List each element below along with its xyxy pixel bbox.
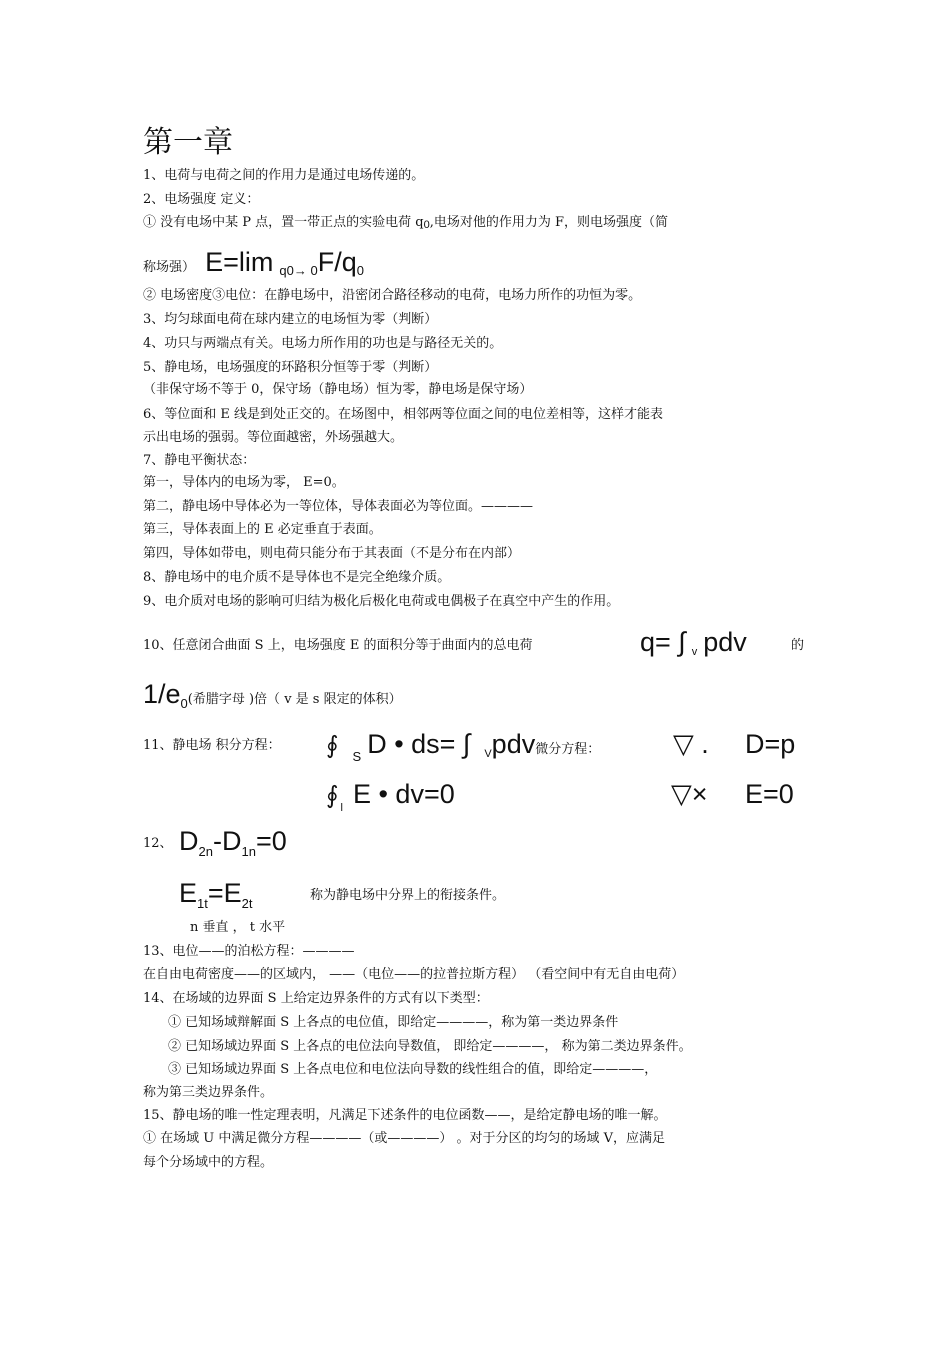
text-line: 5、静电场，电场强度的环路积分恒等于零（判断）: [143, 360, 438, 375]
formula: D: [179, 826, 199, 856]
formula: F/q: [317, 247, 357, 277]
formula: pdv: [491, 729, 536, 759]
formula: ▽ .: [673, 729, 709, 759]
contour-integral-symbol: ∮: [326, 781, 339, 809]
formula-line: [640, 626, 747, 668]
subscript: 0: [180, 696, 188, 711]
text-line: ① 在场域 U 中满足微分方程————（或————） 。对于分区的均匀的场域 V，应满足: [143, 1131, 666, 1146]
text-line: 9、电介质对电场的影响可归结为极化后极化电荷或电偶极子在真空中产生的作用。: [143, 594, 620, 609]
subscript: l: [340, 802, 343, 814]
formula: q= ∫: [640, 627, 686, 657]
text-line: 2、电场强度 定义：: [143, 192, 260, 207]
formula: E: [179, 878, 198, 908]
text-line: 7、静电平衡状态：: [143, 453, 256, 468]
formula-line: [179, 822, 287, 871]
text-part: 微分方程：: [535, 742, 601, 757]
text-line: ③ 已知场域边界面 S 上各点电位和电位法向导数的线性组合的值，即给定————，: [168, 1062, 658, 1077]
text-line: ② 已知场域边界面 S 上各点的电位法向导数值， 即给定————， 称为第二类边界条件。: [168, 1039, 692, 1054]
formula: -D: [212, 826, 242, 856]
subscript: 1n: [241, 844, 256, 859]
text-line: 14、在场域的边界面 S 上给定边界条件的方式有以下类型：: [143, 991, 489, 1006]
text-line: 11、静电场 积分方程：: [143, 738, 281, 753]
formula: 1/e: [143, 679, 181, 709]
subscript: v: [691, 646, 698, 658]
text-line: 1、电荷与电荷之间的作用力是通过电场传递的。: [143, 168, 425, 183]
text-line: 每个分场域中的方程。: [143, 1155, 274, 1170]
formula: =0: [255, 826, 287, 856]
text-line: 6、等位面和 E 线是到处正交的。在场图中，相邻两等位面之间的电位差相等，这样才能表: [143, 407, 664, 422]
subscript: 0: [356, 263, 364, 278]
formula: E=lim: [205, 247, 274, 277]
text-part: ,电场对他的作用力为 F，则电场强度（简: [429, 215, 669, 230]
text-part: (希腊字母 )倍（ v 是 s 限定的体积）: [187, 692, 402, 707]
text-line: 第四，导体如带电，则电荷只能分布于其表面（不是分布在内部）: [143, 546, 521, 561]
text-line: 示出电场的强弱。等位面越密，外场强越大。: [143, 430, 404, 445]
formula: E • dv=0: [352, 779, 455, 809]
subscript: 0: [423, 219, 430, 231]
subscript: S: [352, 749, 362, 764]
text-line: [143, 215, 668, 233]
text-line: 8、静电场中的电介质不是导体也不是完全绝缘介质。: [143, 570, 451, 585]
subscript: 1t: [197, 896, 208, 911]
text-line: 3、均匀球面电荷在球内建立的电场恒为零（判断）: [143, 312, 438, 327]
formula: pdv: [703, 627, 747, 657]
text-line: 12、: [143, 836, 173, 851]
text-line: 称为第三类边界条件。: [143, 1085, 274, 1100]
text-line: 10、任意闭合曲面 S 上，电场强度 E 的面积分等于曲面内的总电荷: [143, 638, 533, 653]
text-line: 第一，导体内的电场为零， E=0。: [143, 475, 345, 490]
text-line: （非保守场不等于 0，保守场（静电场）恒为零，静电场是保守场）: [143, 382, 533, 397]
formula: E=0: [745, 779, 794, 809]
contour-integral-symbol: ∮: [326, 731, 339, 759]
text-line: 称为静电场中分界上的衔接条件。: [310, 888, 506, 903]
text-line: ② 电场密度③电位：在静电场中，沿密闭合路径移动的电荷，电场力所作的功恒为零。: [143, 288, 642, 303]
formula: D • ds= ∫: [367, 729, 471, 759]
formula-line: [179, 874, 252, 923]
text-part: ① 没有电场中某 P 点，置一带正点的实验电荷 q: [143, 215, 424, 230]
formula-line: [326, 726, 600, 775]
text-line: 4、功只与两端点有关。电场力所作用的功也是与路径无关的。: [143, 336, 503, 351]
subscript: q0→ 0: [279, 263, 318, 278]
page-title: 第一章: [143, 125, 233, 160]
text-line: 15、静电场的唯一性定理表明，凡满足下述条件的电位函数——，是给定静电场的唯一解。: [143, 1108, 667, 1123]
text-line: 在自由电荷密度——的区域内， ——（电位——的拉普拉斯方程） （看空间中有无自由电荷）: [143, 967, 685, 982]
formula: ▽×: [671, 779, 708, 809]
formula: =E: [207, 878, 242, 908]
formula-line: [326, 776, 455, 826]
formula-line: [143, 244, 364, 289]
subscript: 2t: [241, 896, 253, 911]
text-line: 的: [791, 638, 805, 653]
formula: D=p: [745, 729, 796, 759]
formula-line: [143, 676, 402, 722]
text-line: n 垂直 ， t 水平: [190, 920, 286, 935]
text-line: 第二，静电场中导体必为一等位体，导体表面必为等位面。————: [143, 499, 534, 514]
text-line: 13、电位——的泊松方程：————: [143, 944, 355, 959]
subscript: V: [484, 748, 492, 760]
text-line: ① 已知场域辩解面 S 上各点的电位值，即给定————，称为第一类边界条件: [168, 1015, 619, 1030]
text-line: 第三，导体表面上的 E 必定垂直于表面。: [143, 522, 382, 537]
subscript: 2n: [198, 844, 213, 859]
text-part: 称场强）: [143, 260, 196, 275]
